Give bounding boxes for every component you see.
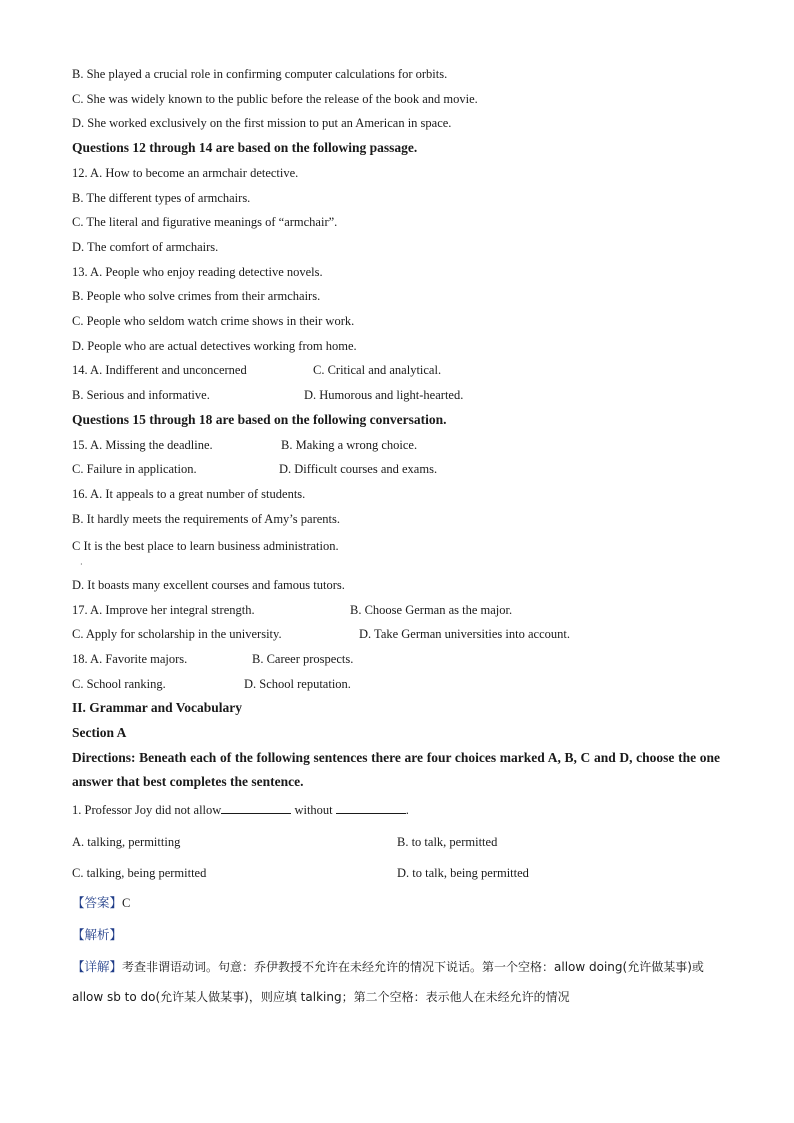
grammar-q1-stem xyxy=(72,802,409,818)
q17-option-b: B. Choose German as the major. xyxy=(350,603,513,617)
q16-option-b: B. It hardly meets the requirements of Amy’s parents. xyxy=(72,512,340,526)
q18-option-a: 18. A. Favorite majors. xyxy=(72,652,188,666)
q17-option-c: C. Apply for scholarship in the university. xyxy=(72,627,282,641)
grammar-q1-text-end: . xyxy=(405,803,409,817)
q13-option-c: C. People who seldom watch crime shows in their work. xyxy=(72,314,355,328)
q12-option-d: D. The comfort of armchairs. xyxy=(72,240,219,254)
directions-text: Directions: Beneath each of the following sentences there are four choices marked A, B, C and D, choose the one answer that best completes the sentence. xyxy=(72,750,720,789)
grammar-q1-text-start: 1. Professor Joy did not allow xyxy=(72,803,222,817)
grammar-q1-option-b: B. to talk, permitted xyxy=(397,835,498,849)
grammar-q1-option-c: C. talking, being permitted xyxy=(72,866,207,880)
stray-dot: · xyxy=(80,560,83,569)
q12-option-b: B. The different types of armchairs. xyxy=(72,191,251,205)
q11-option-b: B. She played a crucial role in confirming computer calculations for orbits. xyxy=(72,67,448,81)
analysis-line xyxy=(72,927,122,943)
q12-option-a: 12. A. How to become an armchair detective. xyxy=(72,166,299,180)
q11-option-c: C. She was widely known to the public before the release of the book and movie. xyxy=(72,92,478,106)
section-a-heading: Section A xyxy=(72,725,127,740)
q17-option-d: D. Take German universities into account. xyxy=(359,627,570,641)
grammar-q1-text-mid: without xyxy=(291,803,336,817)
q18-option-b: B. Career prospects. xyxy=(252,652,354,666)
q16-option-d: D. It boasts many excellent courses and famous tutors. xyxy=(72,578,345,592)
grammar-q1-blank-2 xyxy=(336,802,406,814)
q14-option-c: C. Critical and analytical. xyxy=(313,363,442,377)
q13-option-b: B. People who solve crimes from their armchairs. xyxy=(72,289,321,303)
detail-tag: 【详解】 xyxy=(72,959,123,974)
detail-text: 考查非谓语动词。句意：乔伊教授不允许在未经允许的情况下说话。第一个空格：allow doing(允许做某事)或 allow sb to do(允许某人做某事)，则应填 talking；第二个空格：表示他人在未经允许的情况 xyxy=(72,960,704,1004)
q15-option-c: C. Failure in application. xyxy=(72,462,197,476)
answer-line xyxy=(72,895,130,911)
detail-paragraph xyxy=(72,952,722,1012)
answer-value: C xyxy=(122,896,131,910)
q12-option-c: C. The literal and figurative meanings of “armchair”. xyxy=(72,215,338,229)
part-ii-heading: II. Grammar and Vocabulary xyxy=(72,700,243,715)
analysis-tag: 【解析】 xyxy=(72,927,123,942)
q13-option-a: 13. A. People who enjoy reading detective novels. xyxy=(72,265,323,279)
q14-option-b: B. Serious and informative. xyxy=(72,388,210,402)
q16-option-c: C It is the best place to learn business administration. xyxy=(72,539,339,553)
questions-15-18-heading: Questions 15 through 18 are based on the following conversation. xyxy=(72,412,447,427)
q13-option-d: D. People who are actual detectives working from home. xyxy=(72,339,357,353)
questions-12-14-heading: Questions 12 through 14 are based on the following passage. xyxy=(72,140,418,155)
q16-option-a: 16. A. It appeals to a great number of students. xyxy=(72,487,306,501)
q17-option-a: 17. A. Improve her integral strength. xyxy=(72,603,255,617)
answer-tag: 【答案】 xyxy=(72,895,123,910)
q15-option-a: 15. A. Missing the deadline. xyxy=(72,438,213,452)
grammar-q1-option-a: A. talking, permitting xyxy=(72,835,181,849)
q14-option-d: D. Humorous and light-hearted. xyxy=(304,388,464,402)
q14-option-a: 14. A. Indifferent and unconcerned xyxy=(72,363,247,377)
q18-option-d: D. School reputation. xyxy=(244,677,351,691)
q15-option-b: B. Making a wrong choice. xyxy=(281,438,418,452)
grammar-q1-option-d: D. to talk, being permitted xyxy=(397,866,529,880)
q18-option-c: C. School ranking. xyxy=(72,677,166,691)
grammar-q1-blank-1 xyxy=(221,802,291,814)
q15-option-d: D. Difficult courses and exams. xyxy=(279,462,438,476)
q11-option-d: D. She worked exclusively on the first mission to put an American in space. xyxy=(72,116,452,130)
